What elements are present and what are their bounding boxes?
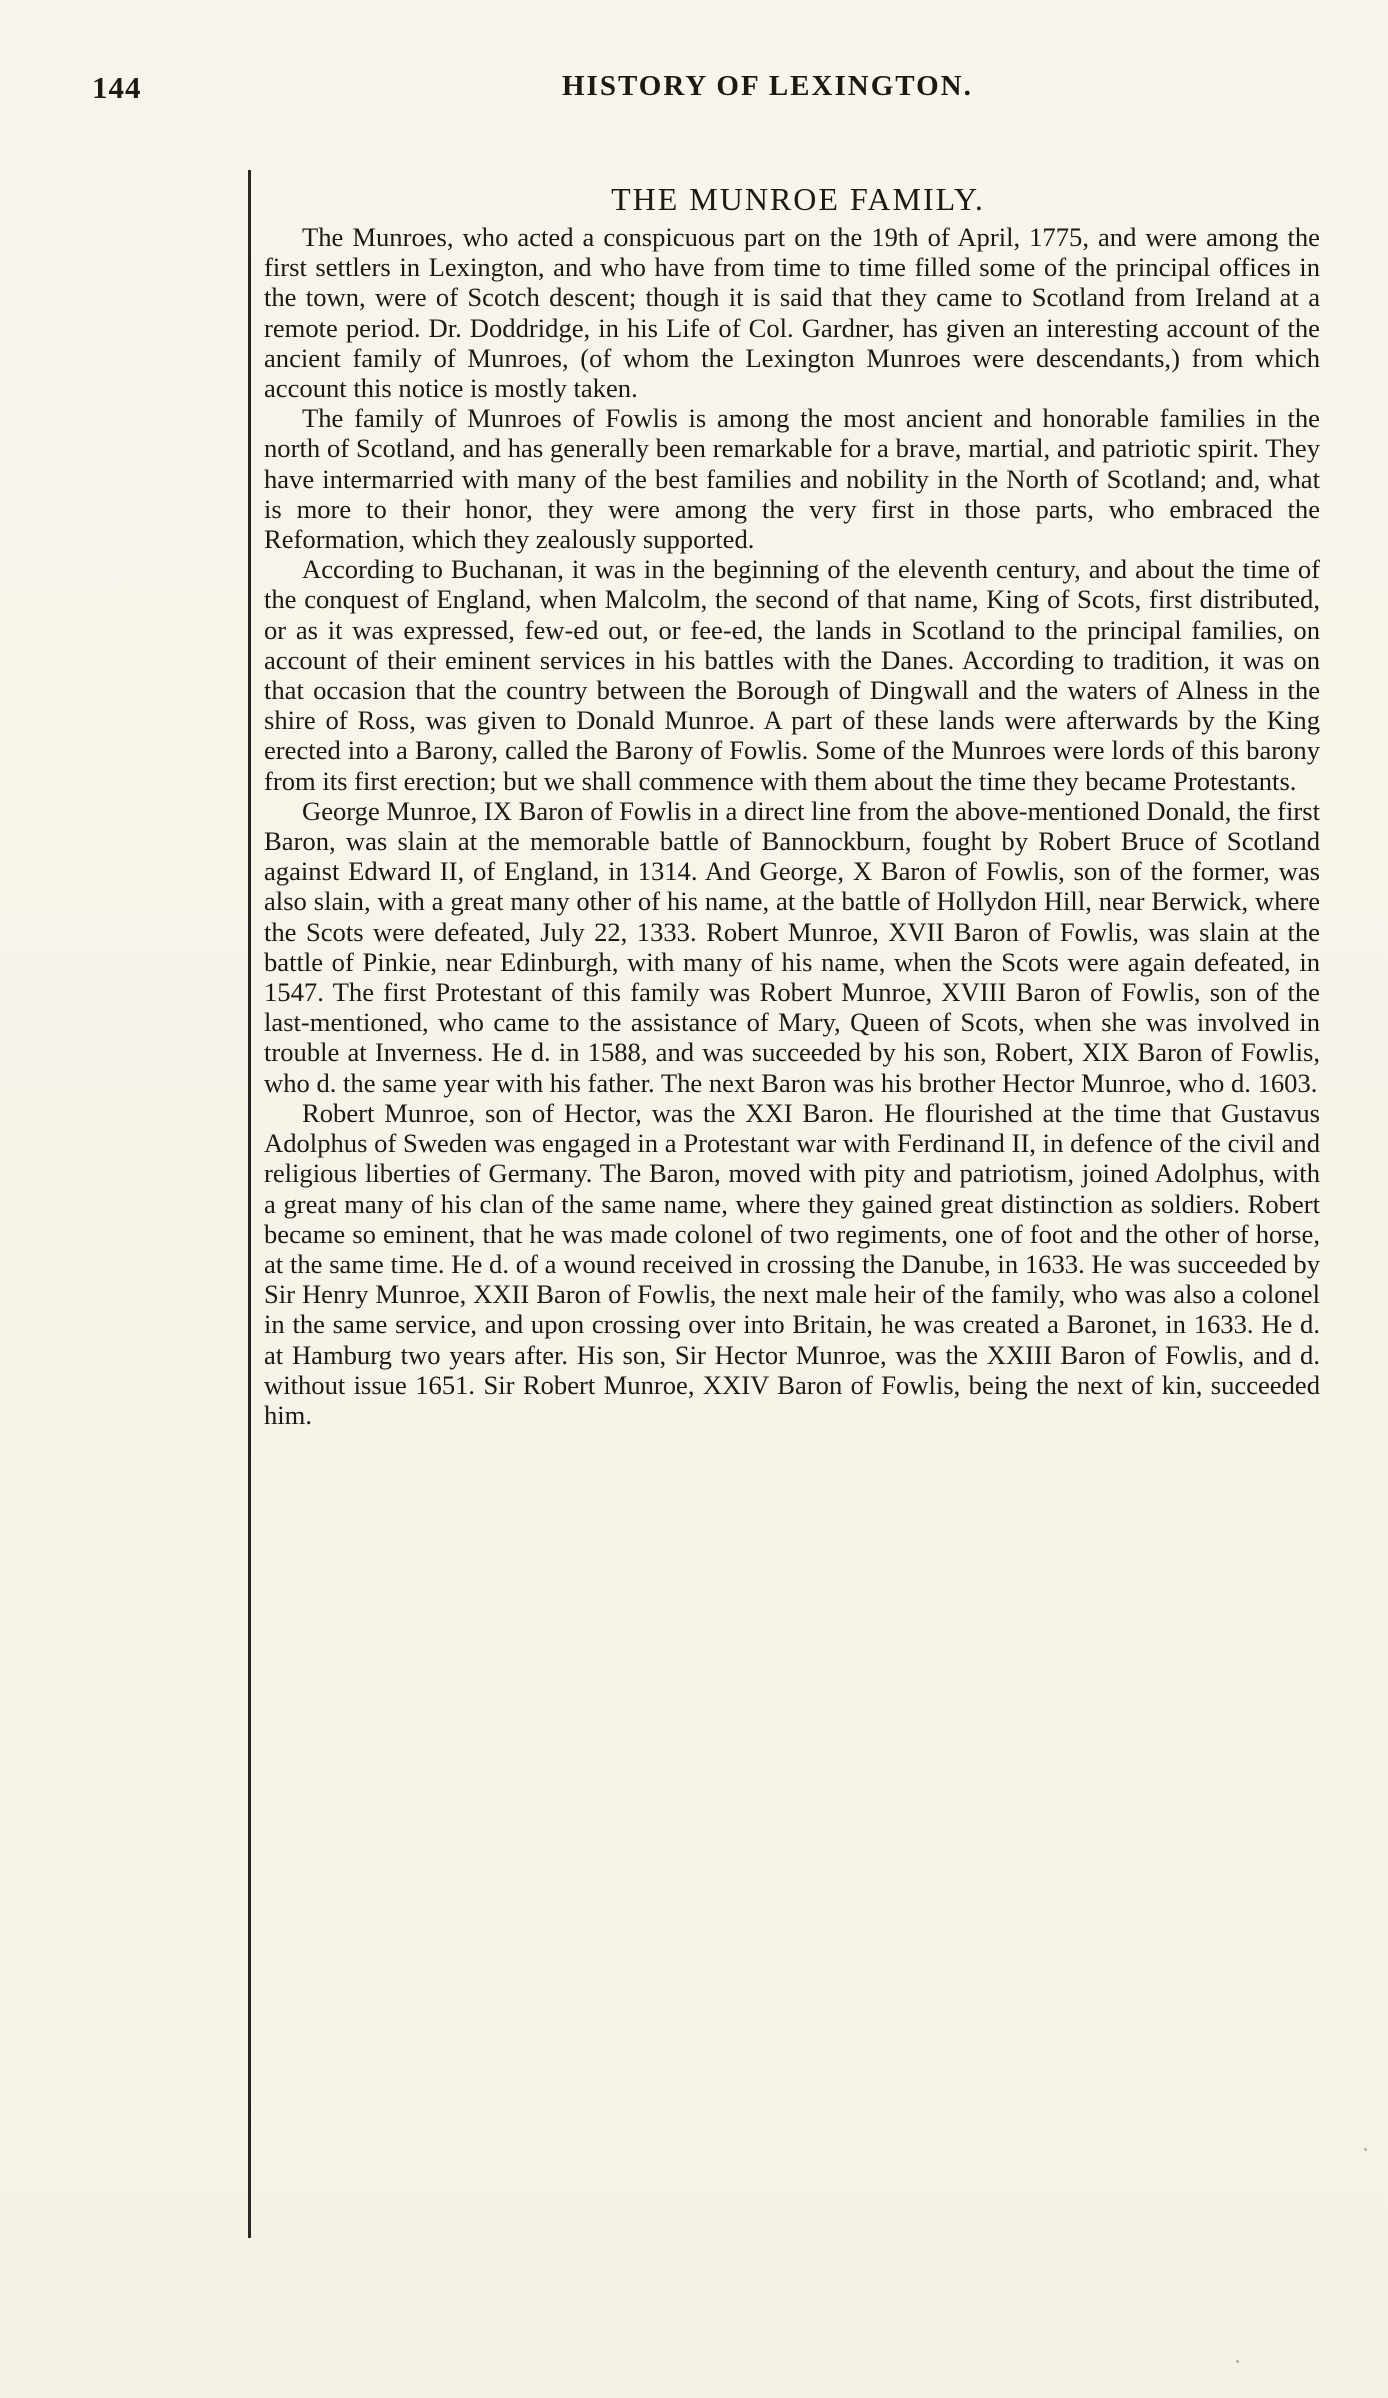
paragraph-5: Robert Munroe, son of Hector, was the XXI Baron. He flourished at the time that Gustavus Adolphus of Sweden was engaged in a Protestant war with Ferdinand II, in defence of the civil and religious liberties of Germany. The Baron, moved with pity and patriotism, joined Adolphus, with a great many of his clan of the same name, where they gained great distinction as soldiers. Robert became so eminent, that he was made colonel of two regiments, one of foot and the other of horse, at the same time. He d. of a wound received in crossing the Danube, in 1633. He was succeeded by Sir Henry Munroe, XXII Baron of Fowlis, the next male heir of the family, who was also a colonel in the same service, and upon crossing over into Britain, he was created a Baronet, in 1633. He d. at Hamburg two years after. His son, Sir Hector Munroe, was the XXIII Baron of Fowlis, and d. without issue 1651. Sir Robert Munroe, XXIV Baron of Fowlis, being the next of kin, succeeded him. xyxy=(264,1097,1320,1430)
body-text xyxy=(264,222,1320,1430)
margin-rule xyxy=(248,170,251,2238)
paragraph-1: The Munroes, who acted a conspicuous part on the 19th of April, 1775, and were among the first settlers in Lexington, and who have from time to time filled some of the principal offices in the town, were of Scotch descent; though it is said that they came to Scotland from Ireland at a remote period. Dr. Doddridge, in his Life of Col. Gardner, has given an interesting account of the ancient family of Munroes, (of whom the Lexington Munroes were descendants,) from which account this notice is mostly taken. xyxy=(264,222,1320,404)
paragraph-2: The family of Munroes of Fowlis is among the most ancient and honorable families in the north of Scotland, and has generally been remarkable for a brave, martial, and patriotic spirit. They have intermarried with many of the best families and nobility in the North of Scotland; and, what is more to their honor, they were among the very first in those parts, who embraced the Reformation, which they zealously supported. xyxy=(264,403,1320,555)
chapter-title: THE MUNROE FAMILY. xyxy=(611,181,985,218)
paragraph-4: George Munroe, IX Baron of Fowlis in a direct line from the above-mentioned Donald, the first Baron, was slain at the memorable battle of Bannockburn, fought by Robert Bruce of Scotland against Edward II, of England, in 1314. And George, X Baron of Fowlis, son of the former, was also slain, with a great many other of his name, at the battle of Hollydon Hill, near Berwick, where the Scots were defeated, July 22, 1333. Robert Munroe, XVII Baron of Fowlis, was slain at the battle of Pinkie, near Edinburgh, with many of his name, when the Scots were again defeated, in 1547. The first Protestant of this family was Robert Munroe, XVIII Baron of Fowlis, son of the last-mentioned, who came to the assistance of Mary, Queen of Scots, when she was involved in trouble at Inverness. He d. in 1588, and was succeeded by his son, Robert, XIX Baron of Fowlis, who d. the same year with his father. The next Baron was his brother Hector Munroe, who d. 1603. xyxy=(264,795,1320,1098)
running-head xyxy=(92,70,1332,114)
paragraph-3: According to Buchanan, it was in the beginning of the eleventh century, and about the time of the conquest of England, when Malcolm, the second of that name, King of Scots, first distributed, or as it was expressed, few-ed out, or fee-ed, the lands in Scotland to the principal families, on account of their eminent services in his battles with the Danes. According to tradition, it was on that occasion that the country between the Borough of Dingwall and the waters of Alness in the shire of Ross, was given to Donald Munroe. A part of these lands were afterwards by the King erected into a Barony, called the Barony of Fowlis. Some of the Munroes were lords of this barony from its first erection; but we shall commence with them about the time they became Protestants. xyxy=(264,554,1320,796)
running-title: HISTORY OF LEXINGTON. xyxy=(562,70,973,102)
paper-speck xyxy=(1364,2148,1367,2151)
page-number: 144 xyxy=(92,70,142,105)
paper-speck xyxy=(1236,2360,1239,2363)
